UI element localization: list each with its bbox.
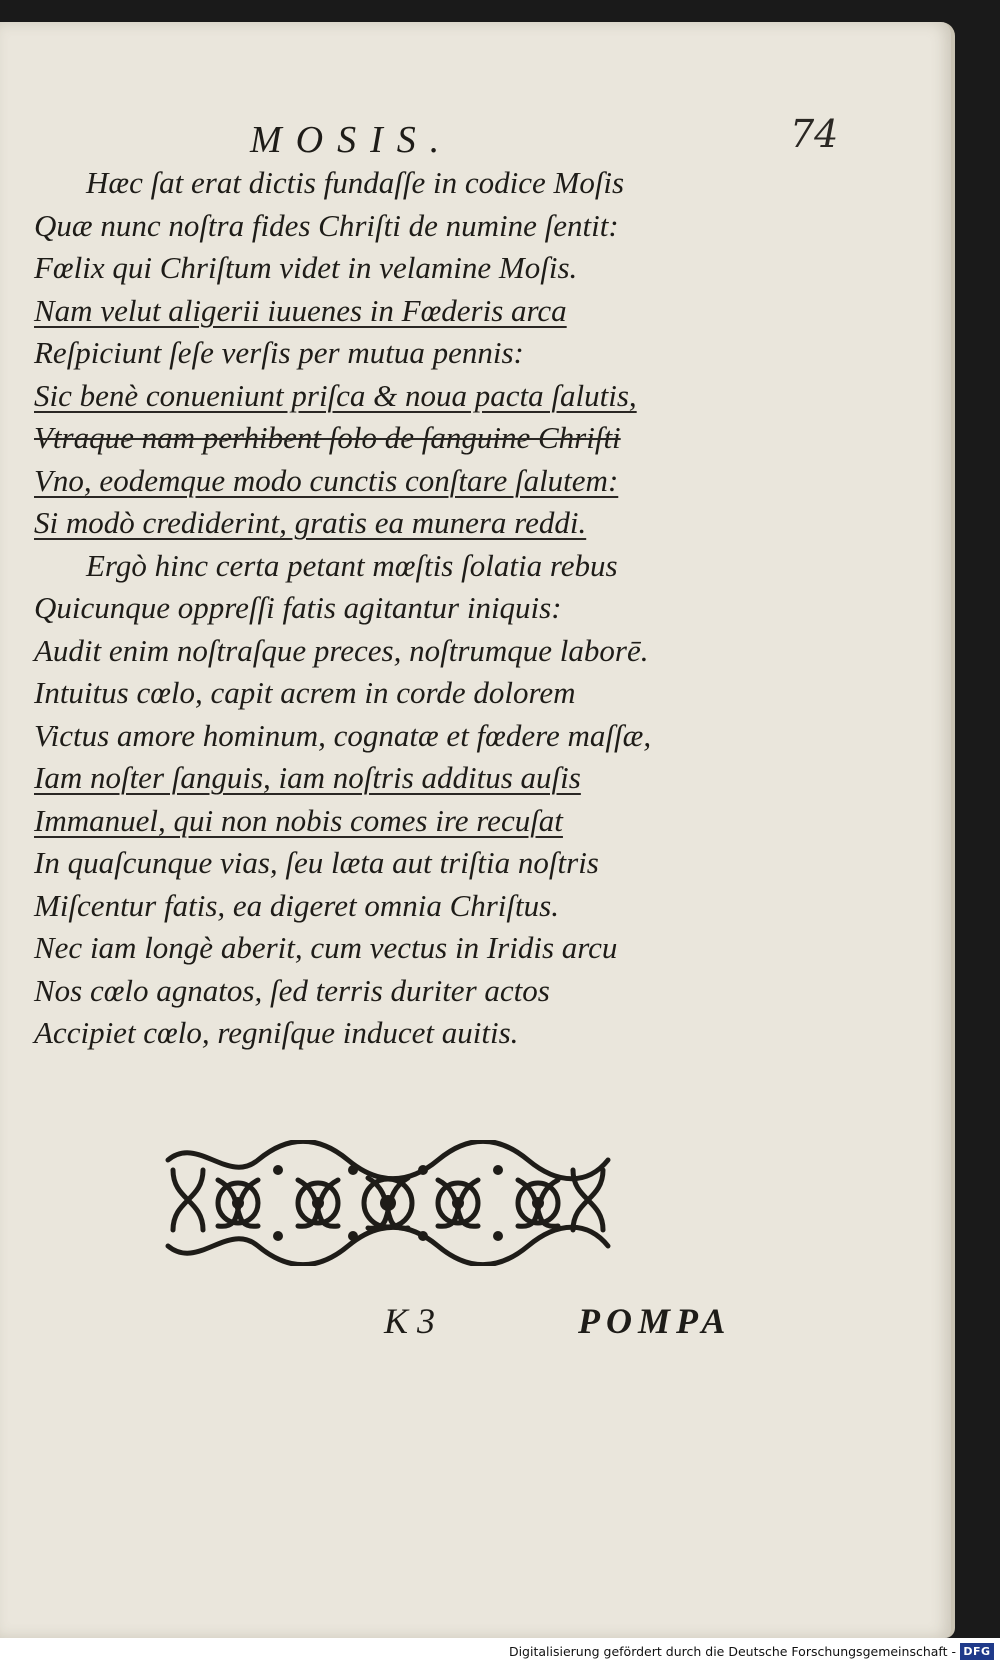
verse-line: Reſpiciunt ſeſe verſis per mutua pennis: — [34, 335, 524, 370]
verse-line-underlined: Si modò crediderint, gratis ea munera reddi. — [34, 505, 587, 540]
verse-line: In quaſcunque vias, ſeu læta aut triſtia noſtris — [34, 845, 599, 880]
verse-line: Nec iam longè aberit, cum vectus in Iridis arcu — [34, 930, 618, 965]
verse-line: Accipiet cœlo, regniſque inducet auitis. — [34, 1015, 519, 1050]
signature-mark: K 3 — [384, 1301, 436, 1341]
verse-line-underlined: Iam noſter ſanguis, iam noſtris additus auſis — [34, 760, 581, 795]
verse-line-underlined: Nam velut aligerii iuuenes in Fœderis arca — [34, 292, 567, 328]
catchword: POMPA — [578, 1301, 732, 1341]
verse-line: Hæc ſat erat dictis fundaſſe in codice Moſis — [86, 165, 625, 200]
digitization-credit-bar — [0, 1638, 1000, 1666]
verse-line: Victus amore hominum, cognatæ et fœdere maſſæ, — [34, 717, 652, 753]
verse-line: Nos cœlo agnatos, ſed terris duriter actos — [34, 972, 550, 1008]
running-head: MOSIS. — [250, 119, 454, 161]
verse-line: Intuitus cœlo, capit acrem in corde dolorem — [34, 675, 576, 710]
page-header — [0, 112, 951, 168]
verse-line-underlined: Immanuel, qui non nobis comes ire recuſat — [34, 802, 563, 838]
verse-line: Miſcentur fatis, ea digeret omnia Chriſtus. — [34, 887, 559, 923]
dfg-logo-icon: DFG — [960, 1643, 994, 1660]
page-number: 74 — [790, 112, 839, 156]
verse-line: Quæ nunc noſtra fides Chriſti de numine ſentit: — [34, 207, 619, 243]
verse-line: Audit enim noſtraſque preces, noſtrumque laborē. — [34, 632, 649, 668]
verse-line: Ergò hinc certa petant mœſtis ſolatia rebus — [86, 547, 618, 583]
verse-line: Fœlix qui Chriſtum videt in velamine Moſis. — [34, 250, 578, 285]
decorative-ornament — [158, 1140, 618, 1266]
credit-text: Digitalisierung gefördert durch die Deutsche Forschungsgemeinschaft - — [508, 1644, 956, 1659]
verse-line-struck: Vtraque nam perhibent ſolo de ſanguine Chriſti — [34, 420, 621, 455]
verse-line-underlined: Sic benè conueniunt priſca & noua pacta ſalutis, — [34, 377, 637, 413]
verse-line-underlined: Vno, eodemque modo cunctis conſtare ſalutem: — [34, 462, 619, 498]
verse-block — [34, 162, 894, 1055]
page-footer — [0, 1300, 951, 1350]
verse-line: Quicunque oppreſſi fatis agitantur iniquis: — [34, 590, 562, 625]
